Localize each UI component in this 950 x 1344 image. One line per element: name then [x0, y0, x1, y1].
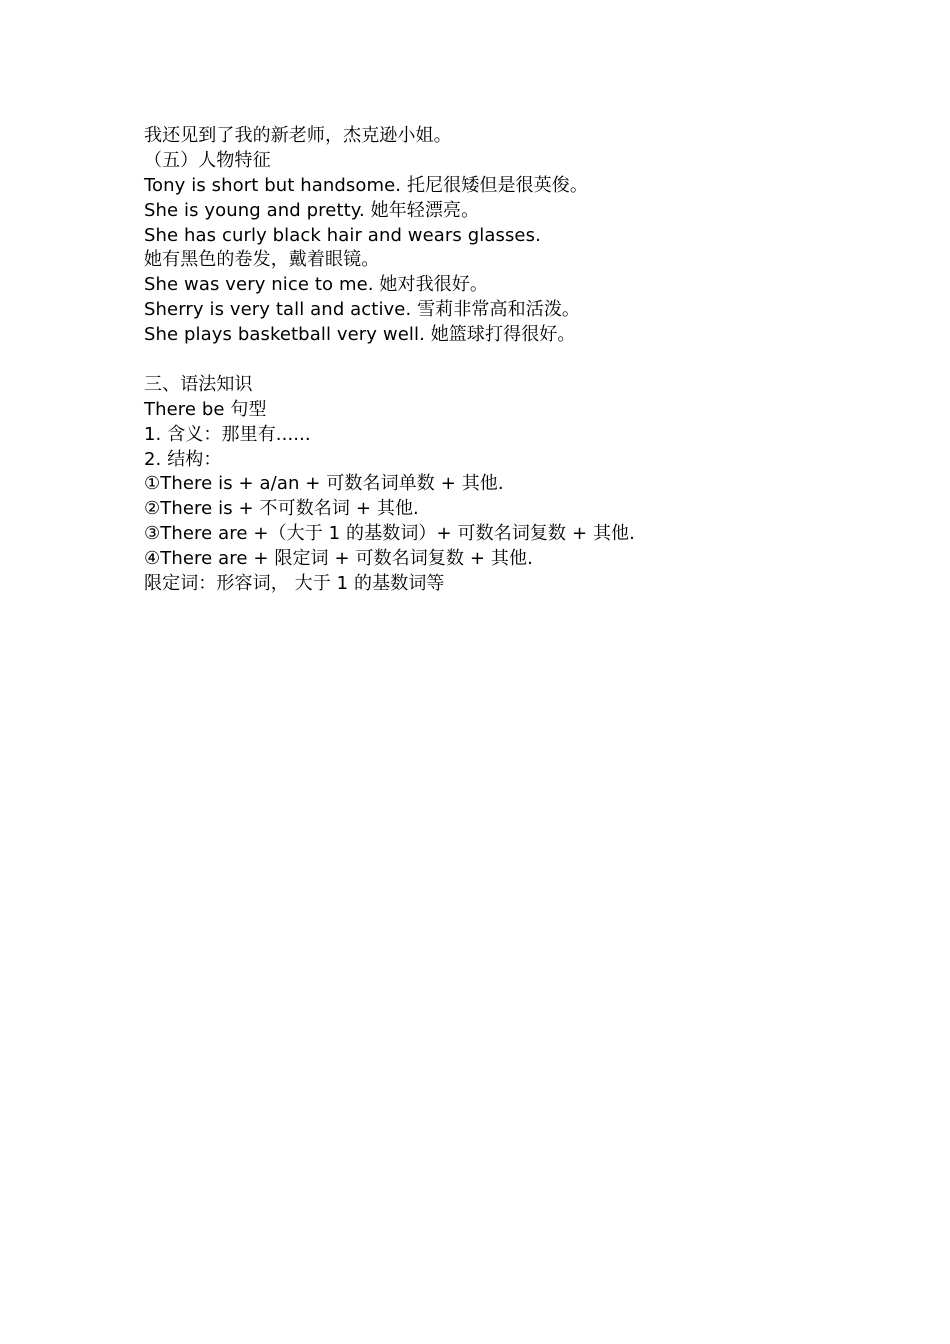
text-line: She plays basketball very well. 她篮球打得很好。: [144, 324, 576, 346]
subsection-heading: There be 句型: [144, 398, 267, 420]
text-line: She is young and pretty. 她年轻漂亮。: [144, 199, 480, 221]
structure-item: ④There are + 限定词 + 可数名词复数 + 其他.: [144, 548, 533, 570]
text-line: Tony is short but handsome. 托尼很矮但是很英俊。: [144, 174, 588, 196]
text-line: She has curly black hair and wears glasses.: [144, 224, 541, 246]
blank-line: [144, 348, 844, 373]
text-line: She was very nice to me. 她对我很好。: [144, 274, 489, 296]
text-line: Sherry is very tall and active. 雪莉非常高和活泼。: [144, 299, 581, 321]
text-line: 1. 含义：那里有......: [144, 423, 311, 445]
text-line: 限定词：形容词， 大于 1 的基数词等: [144, 573, 445, 595]
text-line: 她有黑色的卷发，戴着眼镜。: [144, 249, 380, 271]
document-body: [144, 124, 844, 597]
structure-item: ①There is + a/an + 可数名词单数 + 其他.: [144, 473, 504, 495]
text-line: 我还见到了我的新老师，杰克逊小姐。: [144, 125, 452, 146]
text-line: 2. 结构：: [144, 448, 222, 470]
section-heading: （五）人物特征: [144, 149, 271, 171]
structure-item: ③There are +（大于 1 的基数词）+ 可数名词复数 + 其他.: [144, 523, 635, 545]
structure-item: ②There is + 不可数名词 + 其他.: [144, 498, 419, 520]
section-heading: 三、语法知识: [144, 373, 253, 395]
